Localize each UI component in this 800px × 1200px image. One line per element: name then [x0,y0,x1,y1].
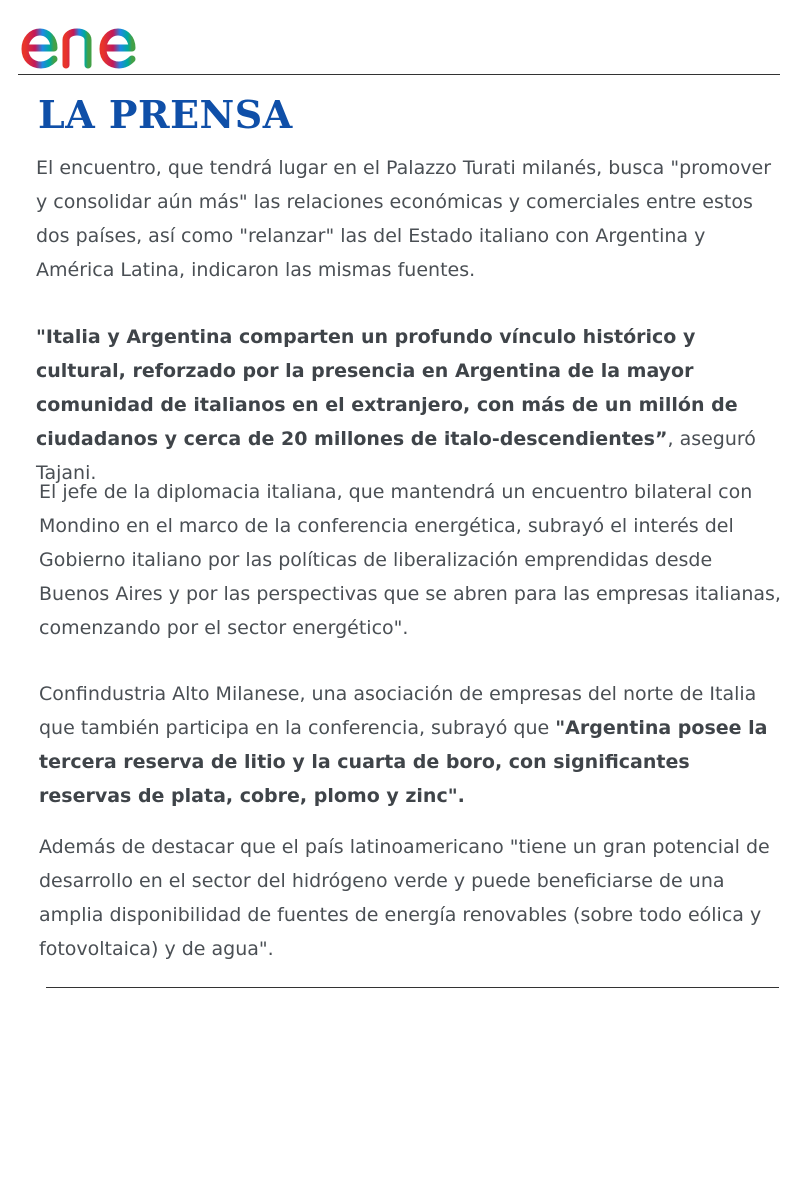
enel-logo [18,4,193,70]
article-paragraph-3: El jefe de la diplomacia italiana, que mantendrá un encuentro bilateral con Mondino en el marco de la conferencia energética, subrayó el interés del Gobierno italiano por las políticas de liberalización emprendidas desde Buenos Aires y por las perspectivas que se abren para las empresas italianas, comenzando por el sector energético". [39,481,781,639]
header-divider [18,74,780,75]
paragraph-4-text: Confindustria Alto Milanese, una asociación de empresas del norte de Italia que también participa en la conferencia, subrayó que [39,683,757,739]
quote-bold-text: "Italia y Argentina comparten un profundo vínculo histórico y cultural, reforzado por la presencia en Argentina de la mayor comunidad de italianos en el extranjero, con más de un millón de ciudadanos y cerca de 20 millones de italo-descendientes” [36,326,738,450]
masthead-title: LA PRENSA [38,92,293,137]
enel-logo-icon [18,4,193,70]
paragraph-4-bold-quote: "Argentina posee la tercera reserva de litio y la cuarta de boro, con significantes reservas de plata, cobre, plomo y zinc". [39,717,768,807]
article-paragraph-2 [36,320,781,490]
article-paragraph-1: El encuentro, que tendrá lugar en el Palazzo Turati milanés, busca "promover y consolidar aún más" las relaciones económicas y comerciales entre estos dos países, así como "relanzar" las del Estado italiano con Argentina y América Latina, indicaron las mismas fuentes. [36,157,772,281]
quote-attribution: , aseguró Tajani. [36,428,756,484]
article-paragraph-4 [39,677,784,813]
article-paragraph-5: Además de destacar que el país latinoamericano "tiene un gran potencial de desarrollo en el sector del hidrógeno verde y puede beneficiarse de una amplia disponibilidad de fuentes de energía renovables (sobre todo eólica y fotovoltaica) y de agua". [39,836,770,960]
footer-divider [46,987,779,988]
